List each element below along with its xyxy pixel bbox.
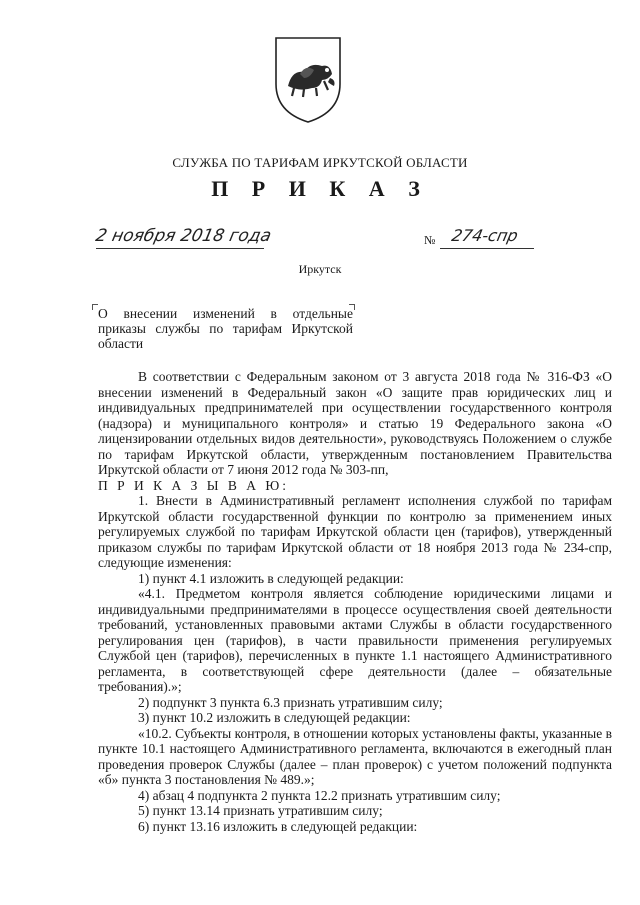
order-word: П Р И К А З Ы В А Ю: bbox=[98, 477, 290, 493]
order-subject: О внесении изменений в отдельные приказы службы по тарифам Иркутской области bbox=[98, 306, 353, 351]
agency-name: СЛУЖБА ПО ТАРИФАМ ИРКУТСКОЙ ОБЛАСТИ bbox=[172, 155, 468, 170]
list-item-6: 6) пункт 13.16 изложить в следующей редакции: bbox=[138, 818, 418, 834]
list-item-3: 3) пункт 10.2 изложить в следующей редакции: bbox=[138, 710, 411, 725]
date-underline bbox=[96, 248, 264, 249]
list-item-5: 5) пункт 13.14 признать утратившим силу; bbox=[138, 803, 383, 818]
quote-4-1: «4.1. Предметом контроля является соблюдение юридическими лицами и индивидуальными предпринимателями в процессе осуществления своей деятельности требований, установленных правовыми актами Службы в области государственного регулирования цен (тарифов), в части правильности применения регулируемых Службой цен (тарифов), перечисленных в пункте 1.1 настоящего Административного регламента, в соответствующей сфере деятельности (далее – обязательные требования).»; bbox=[98, 586, 612, 694]
paragraph-1: 1. Внести в Административный регламент исполнения службой по тарифам Иркутской области государственной функции по контролю за применением иных регулируемых службой по тарифам Иркутской области цен (тарифов), утвержденный приказом службы по тарифам Иркутской области от 18 ноября 2013 года № 234-спр, следующие изменения: bbox=[98, 493, 612, 570]
city-name: Иркутск bbox=[298, 262, 342, 276]
handwritten-date: 2 ноября 2018 года bbox=[93, 226, 274, 246]
preamble-paragraph: В соответствии с Федеральным законом от 3 августа 2018 года № 316-ФЗ «О внесении изменений в Федеральный закон «О защите прав юридических лиц и индивидуальных предпринимателей при осуществлении государственного контроля (надзора) и муниципального контроля» и статью 19 Федерального закона «О лицензировании отдельных видов деятельности», руководствуясь Положением о службе по тарифам Иркутской области, утвержденным постановлением Правительства Иркутской области от 7 июня 2012 года № 303-пп, bbox=[98, 369, 612, 477]
list-item-1: 1) пункт 4.1 изложить в следующей редакции: bbox=[138, 570, 404, 586]
list-item-4: 4) абзац 4 подпункта 2 пункта 12.2 признать утратившим силу; bbox=[138, 787, 501, 803]
coat-of-arms-icon bbox=[270, 34, 346, 126]
number-underline bbox=[440, 248, 534, 249]
quote-10-2: «10.2. Субъекты контроля, в отношении которых установлены факты, указанные в пункте 10.1 настоящего Административного регламента, включаются в ежегодный план проведения проверок Службы (далее – план проверок) с учетом положений подпункта «б» пункта 3 постановления № 489.»; bbox=[98, 725, 612, 787]
handwritten-number: 274-спр bbox=[449, 226, 520, 245]
list-item-2: 2) подпункт 3 пункта 6.3 признать утратившим силу; bbox=[138, 694, 443, 710]
number-label: № bbox=[424, 233, 436, 247]
document-type-title: П Р И К А З bbox=[211, 176, 429, 201]
order-body bbox=[98, 369, 612, 834]
